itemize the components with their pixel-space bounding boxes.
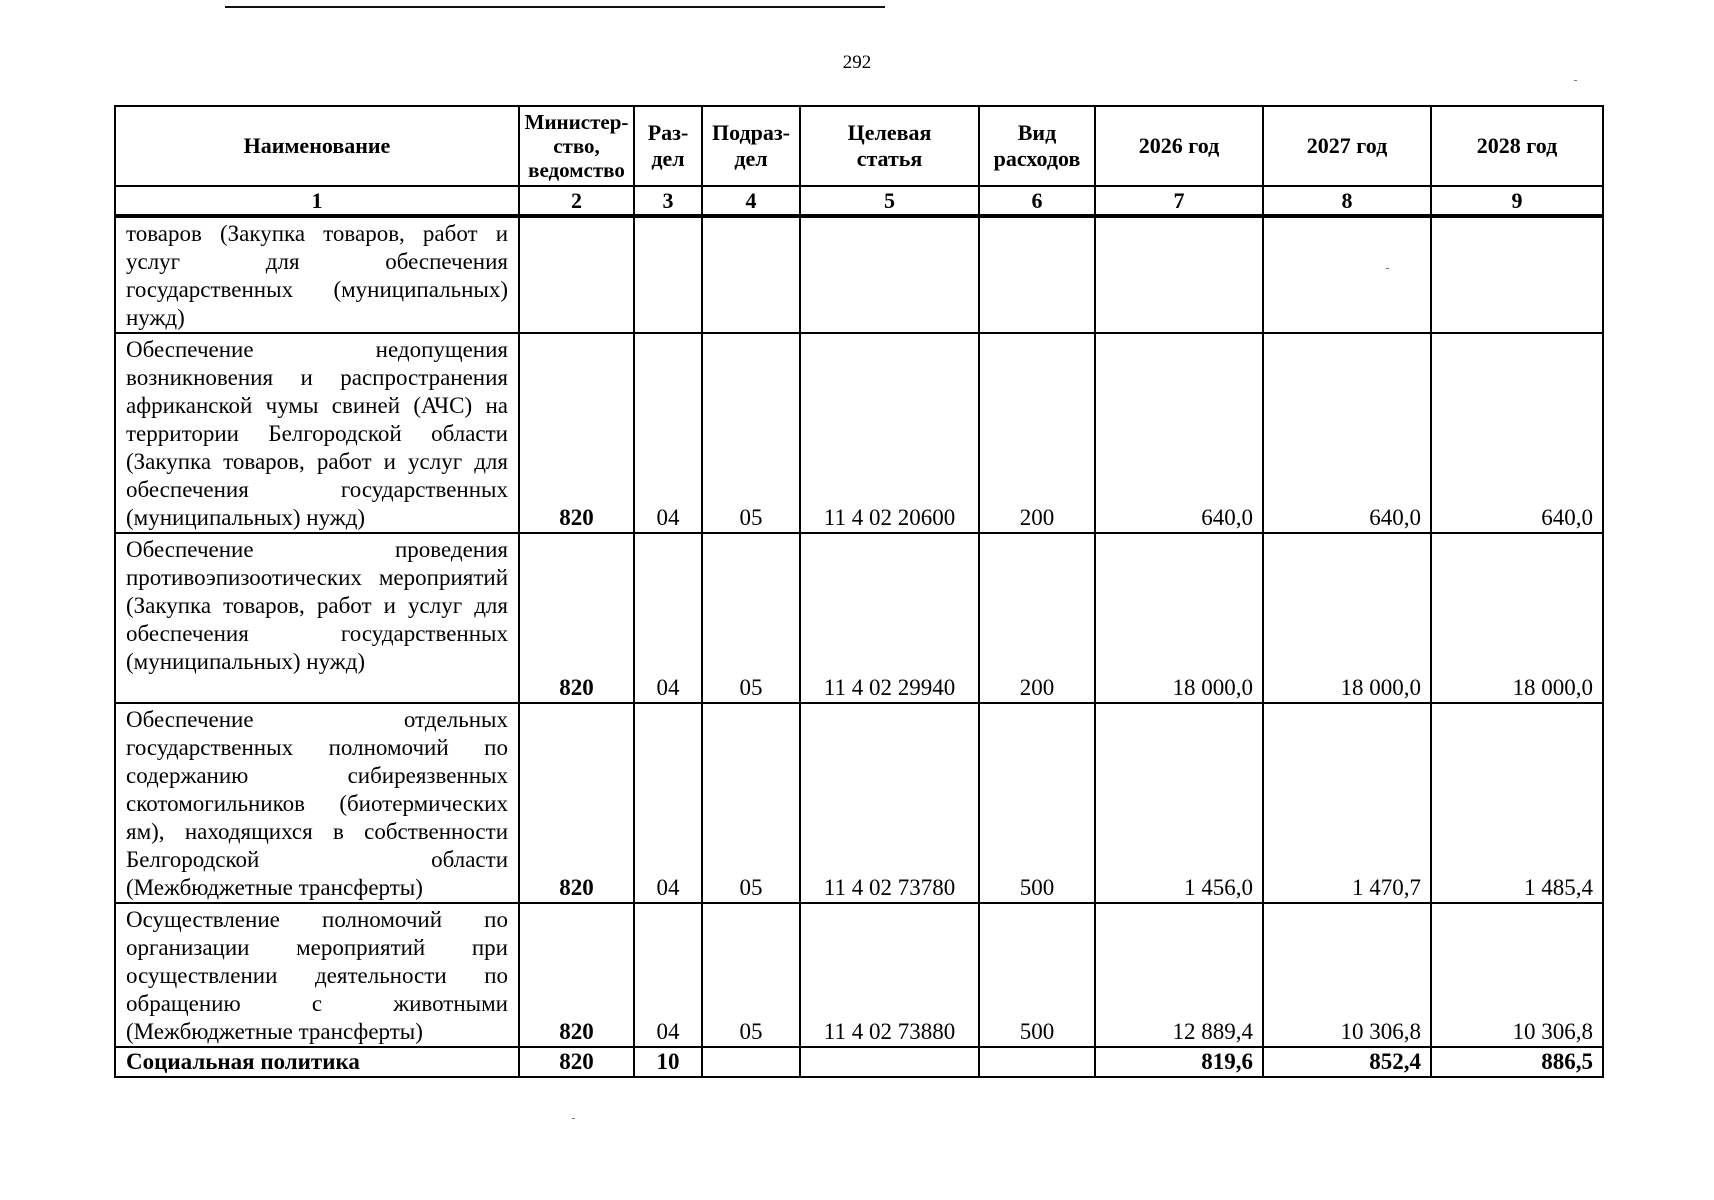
header-section: Раз-дел [634, 106, 702, 186]
row-2027: 10 306,8 [1263, 903, 1431, 1047]
budget-table [114, 105, 1604, 1078]
header-ministry: Министер-ство, ведомство [519, 106, 634, 186]
row-section: 04 [634, 333, 702, 533]
total-row-2026: 819,6 [1095, 1047, 1263, 1077]
total-row-section: 10 [634, 1047, 702, 1077]
row-2028: 10 306,8 [1431, 903, 1603, 1047]
total-row-2028: 886,5 [1431, 1047, 1603, 1077]
row-ministry [519, 216, 634, 333]
row-subsection: 05 [702, 703, 800, 903]
column-number: 4 [702, 186, 800, 216]
column-number: 7 [1095, 186, 1263, 216]
row-2028 [1431, 216, 1603, 333]
total-row-name: Социальная политика [115, 1047, 519, 1077]
row-2028: 1 485,4 [1431, 703, 1603, 903]
row-2026: 640,0 [1095, 333, 1263, 533]
header-2026: 2026 год [1095, 106, 1263, 186]
row-ministry: 820 [519, 703, 634, 903]
header-target: Целевая статья [800, 106, 979, 186]
total-row-expense-type [979, 1047, 1095, 1077]
total-row [115, 1047, 1603, 1077]
row-target: 11 4 02 20600 [800, 333, 979, 533]
total-row-2027: 852,4 [1263, 1047, 1431, 1077]
row-ministry: 820 [519, 903, 634, 1047]
row-name: Осуществление полномочий по организации мероприятий при осуществлении деятельности по обращению с животными (Межбюджетные трансферты) [115, 903, 519, 1047]
header-2027: 2027 год [1263, 106, 1431, 186]
row-name: товаров (Закупка товаров, работ и услуг для обеспечения государственных (муниципальных) нужд) [115, 216, 519, 333]
row-2026: 1 456,0 [1095, 703, 1263, 903]
column-number: 1 [115, 186, 519, 216]
table-row [115, 216, 1603, 333]
row-expense-type: 200 [979, 533, 1095, 703]
column-number: 5 [800, 186, 979, 216]
row-target: 11 4 02 73880 [800, 903, 979, 1047]
row-2028: 18 000,0 [1431, 533, 1603, 703]
header-name: Наименование [115, 106, 519, 186]
column-number: 3 [634, 186, 702, 216]
row-ministry: 820 [519, 333, 634, 533]
column-number-row [115, 186, 1603, 216]
total-row-target [800, 1047, 979, 1077]
row-subsection: 05 [702, 333, 800, 533]
row-2027: 1 470,7 [1263, 703, 1431, 903]
row-target: 11 4 02 29940 [800, 533, 979, 703]
header-2028: 2028 год [1431, 106, 1603, 186]
row-name: Обеспечение проведения противоэпизоотических мероприятий (Закупка товаров, работ и услуг для обеспечения государственных (муниципальных) нужд) [115, 533, 519, 703]
table-row [115, 703, 1603, 903]
row-expense-type: 500 [979, 903, 1095, 1047]
header-expense-type: Вид расходов [979, 106, 1095, 186]
column-number: 9 [1431, 186, 1603, 216]
row-expense-type: 500 [979, 703, 1095, 903]
scan-speck [1574, 80, 1577, 81]
row-name: Обеспечение недопущения возникновения и распространения африканской чумы свиней (АЧС) на территории Белгородской области (Закупка товаров, работ и услуг для обеспечения государственных (муниципальных) нужд) [115, 333, 519, 533]
row-2027: 640,0 [1263, 333, 1431, 533]
total-row-ministry: 820 [519, 1047, 634, 1077]
row-target: 11 4 02 73780 [800, 703, 979, 903]
total-row-subsection [702, 1047, 800, 1077]
page-number: 292 [842, 52, 872, 73]
header-row [115, 106, 1603, 186]
row-2027: 18 000,0 [1263, 533, 1431, 703]
row-section: 04 [634, 903, 702, 1047]
row-2026: 18 000,0 [1095, 533, 1263, 703]
row-2026 [1095, 216, 1263, 333]
table-row [115, 333, 1603, 533]
row-ministry: 820 [519, 533, 634, 703]
row-section [634, 216, 702, 333]
row-section: 04 [634, 703, 702, 903]
scan-speck [572, 1118, 575, 1119]
row-subsection [702, 216, 800, 333]
top-rule [225, 6, 885, 8]
row-section: 04 [634, 533, 702, 703]
row-2027 [1263, 216, 1431, 333]
row-expense-type [979, 216, 1095, 333]
header-subsection: Подраз-дел [702, 106, 800, 186]
scan-speck [1386, 268, 1389, 269]
row-subsection: 05 [702, 903, 800, 1047]
row-expense-type: 200 [979, 333, 1095, 533]
row-target [800, 216, 979, 333]
row-name: Обеспечение отдельных государственных полномочий по содержанию сибиреязвенных скотомогильников (биотермических ям), находящихся в собственности Белгородской области (Межбюджетные трансферты) [115, 703, 519, 903]
table-row [115, 533, 1603, 703]
table-row [115, 903, 1603, 1047]
row-subsection: 05 [702, 533, 800, 703]
column-number: 8 [1263, 186, 1431, 216]
row-2028: 640,0 [1431, 333, 1603, 533]
column-number: 2 [519, 186, 634, 216]
row-2026: 12 889,4 [1095, 903, 1263, 1047]
column-number: 6 [979, 186, 1095, 216]
